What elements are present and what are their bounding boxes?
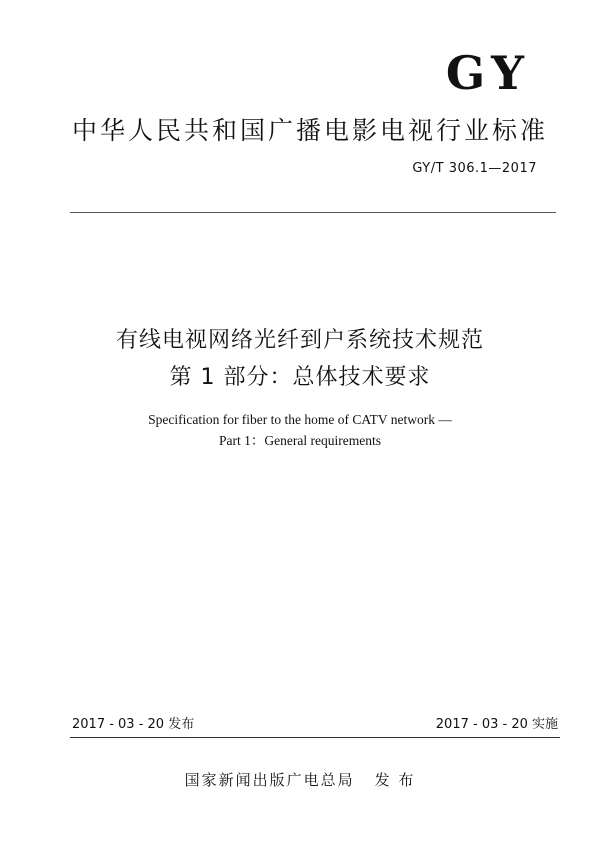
standard-category-title: 中华人民共和国广播电影电视行业标准 [72,116,549,145]
issuer-line [0,773,600,788]
gy-logo: GY [445,46,530,100]
publish-date: 2017 - 03 - 20 发布 [72,717,195,732]
header-divider [70,212,556,213]
document-title-en-line1: Specification for fiber to the home of CATV network — [148,412,452,427]
document-title-cn-line1: 有线电视网络光纤到户系统技术规范 [115,328,484,353]
standard-number: GY/T 306.1—2017 [412,161,537,176]
footer-divider [70,737,560,738]
document-title-en-line2: Part 1：General requirements [219,433,381,448]
implement-date: 2017 - 03 - 20 实施 [435,717,558,732]
issuer-name: 国家新闻出版广电总局 [184,771,355,789]
document-title-cn-line2: 第 1 部分：总体技术要求 [169,365,431,390]
issue-label: 发 布 [374,771,416,789]
